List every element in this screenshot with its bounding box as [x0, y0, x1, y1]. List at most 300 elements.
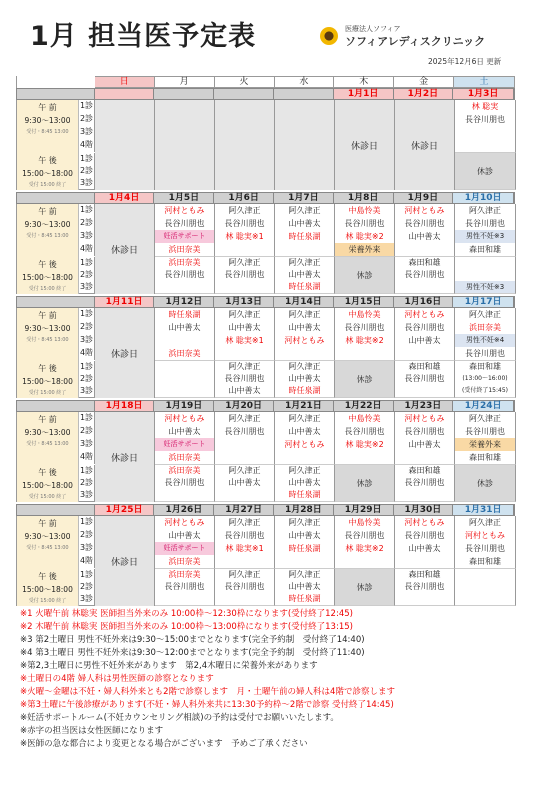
doctor-name: 時任泉湖: [168, 310, 201, 319]
am-block: [395, 308, 455, 361]
am-time: 9:30～13:00: [24, 324, 71, 333]
room-label-pm: 2診: [79, 270, 94, 279]
room-label-pm: 3診: [79, 386, 94, 395]
room-label-am: 4階: [79, 139, 95, 152]
room-label-am: 1診: [79, 204, 95, 217]
doctor-name: 時任泉湖: [288, 386, 321, 395]
date-spacer: [17, 193, 95, 203]
am-block: [455, 204, 516, 257]
closed-day: 休診日: [95, 204, 155, 294]
pm-block: [275, 465, 335, 502]
doctor-name: [455, 581, 515, 593]
doctor-name: [335, 451, 394, 464]
pm-block: [455, 465, 516, 502]
doctor-name: 長谷川朋也: [465, 544, 505, 553]
weekday-2: 火: [215, 76, 275, 88]
pm-block: [455, 569, 516, 606]
date-cell: 1月4日: [95, 193, 155, 203]
am-label: [17, 516, 79, 569]
doctor-name: [215, 451, 274, 464]
date-cell: 1月15日: [334, 297, 394, 307]
am-block: [155, 308, 215, 361]
doctor-name: 長谷川朋也: [404, 323, 445, 332]
doctor-name: 森田和雄: [469, 245, 501, 254]
am-block: [215, 204, 275, 257]
closed-pm: 休診: [356, 582, 373, 592]
doctor-name: [155, 593, 214, 605]
note-line: ※4 第3土曜日 男性不妊外来は9:30～12:00までとなります(完全予約制 受付終了11:40): [20, 648, 365, 658]
pm-block: [155, 257, 215, 294]
closed-pm: 休診: [477, 478, 493, 488]
doctor-name: 山中善太: [288, 582, 321, 591]
am-time: 9:30～13:00: [24, 532, 71, 541]
pm-block: [275, 257, 335, 294]
doctor-name: 林 聡実: [471, 102, 499, 111]
pm-reception: 受付 15:00 終了: [28, 390, 67, 396]
date-cell: 1月13日: [214, 297, 274, 307]
doctor-name: 浜田奈美: [168, 570, 201, 579]
doctor-name: 長谷川朋也: [344, 531, 385, 540]
am-block: [335, 412, 395, 465]
doctor-name: 山中善太: [408, 232, 441, 241]
doctor-name: 長谷川朋也: [164, 478, 205, 487]
doctor-name: (13:00～16:00): [462, 375, 508, 382]
doctor-name: 山中善太: [288, 478, 321, 487]
room-label-am: 1診: [79, 308, 95, 321]
doctor-name: [155, 385, 214, 397]
doctor-name: [155, 373, 214, 385]
room-label-am: 3診: [79, 542, 95, 555]
doctor-name: 阿久津正: [288, 310, 321, 319]
doctor-name: 阿久津正: [469, 518, 501, 527]
closed-pm: 休診: [477, 166, 493, 176]
weekday-3: 水: [275, 76, 335, 88]
doctor-name: 河村ともみ: [164, 414, 205, 423]
date-cell: 1月24日: [453, 401, 514, 411]
week-grid: [16, 308, 515, 398]
pm-reception: 受付 15:00 終了: [28, 494, 67, 500]
date-cell: 1月11日: [95, 297, 155, 307]
pm-block: [455, 361, 516, 398]
weekday-1: 月: [155, 76, 215, 88]
room-label-am: 4階: [79, 243, 95, 256]
date-cell: 1月16日: [394, 297, 454, 307]
am-block: [275, 204, 335, 257]
doctor-name: 長谷川朋也: [164, 270, 205, 279]
date-cell: [214, 89, 274, 99]
doctor-name: 阿久津正: [288, 466, 321, 475]
doctor-name: 栄養外来: [335, 243, 394, 256]
doctor-name: 河村ともみ: [404, 310, 445, 319]
note-line: ※火曜～金曜は不妊・婦人科外来とも2階で診察します 月・土曜午前の婦人科は4階で診察します: [20, 687, 395, 697]
week-5: [16, 504, 515, 606]
doctor-name: [215, 243, 274, 256]
date-cell: 1月2日: [394, 89, 454, 99]
am-block: [155, 204, 215, 257]
doctor-name: [395, 451, 454, 464]
doctor-name: [455, 269, 515, 281]
doctor-name: [155, 281, 214, 293]
doctor-name: [155, 489, 214, 501]
doctor-name: [155, 334, 214, 347]
closed-day: 休診日: [335, 100, 395, 190]
date-cell: 1月23日: [394, 401, 454, 411]
doctor-name: 森田和雄: [408, 258, 441, 267]
doctor-name: 山中善太: [408, 440, 441, 449]
room-label-am: 1診: [79, 100, 95, 113]
pm-block: [395, 257, 455, 294]
doctor-name: 浜田奈美: [168, 258, 201, 267]
doctor-name: [455, 569, 515, 581]
doctor-name: [335, 347, 394, 360]
sunflower-logo-icon: [320, 27, 338, 45]
am-heading: 午 前: [38, 415, 57, 424]
date-cell: 1月25日: [95, 505, 155, 515]
date-spacer: [17, 401, 95, 411]
am-heading: 午 前: [38, 103, 57, 112]
doctor-name: 森田和雄: [469, 362, 501, 371]
note-line: ※3 第2土曜日 男性不妊外来は9:30～15:00までとなります(完全予約制 受付終了14:40): [20, 635, 365, 645]
note-line: ※1 火曜午前 林聡実 医師担当外来のみ 10:00枠～12:30枠になります(受付終了12:45): [20, 609, 353, 619]
blank-cell: [275, 100, 335, 190]
date-cell: [274, 89, 334, 99]
room-label-pm: 3診: [79, 594, 94, 603]
pm-time: 15:00～18:00: [22, 481, 73, 490]
pm-block: [275, 569, 335, 606]
pm-block: [395, 465, 455, 502]
doctor-name: 山中善太: [288, 270, 321, 279]
pm-time: 15:00～18:00: [22, 377, 73, 386]
doctor-name: 阿久津正: [288, 414, 321, 423]
pm-reception: 受付 15:00 終了: [28, 182, 67, 188]
date-cell: [95, 89, 155, 99]
doctor-name: 山中善太: [168, 531, 201, 540]
blank-cell: [155, 100, 215, 190]
doctor-name: 山中善太: [288, 374, 321, 383]
note-line: ※妊活サポートルーム(不妊カウンセリング相談)の予約は受付でお願いいたします。: [20, 713, 339, 723]
pm-block: [155, 361, 215, 398]
doctor-name: 阿久津正: [288, 258, 321, 267]
closed-day: 休診日: [95, 412, 155, 502]
pm-block: [215, 257, 275, 294]
doctor-name: 山中善太: [168, 323, 201, 332]
doctor-name: 林 聡実※2: [345, 544, 384, 553]
note-line: ※土曜日の4階 婦人科は男性医師の診察となります: [20, 674, 214, 684]
doctor-name: 長谷川朋也: [224, 270, 265, 279]
am-time: 9:30～13:00: [24, 428, 71, 437]
pm-reception: 受付 15:00 終了: [28, 286, 67, 292]
week-4: [16, 400, 515, 502]
room-label-pm: 1診: [79, 466, 94, 475]
room-label-pm: 1診: [79, 154, 94, 163]
am-block: [455, 308, 516, 361]
pm-block: [335, 361, 395, 398]
doctor-name: 妊活サポート: [155, 542, 214, 555]
am-block: [215, 516, 275, 569]
date-row: [16, 88, 515, 100]
date-cell: 1月1日: [334, 89, 394, 99]
am-heading: 午 前: [38, 519, 57, 528]
doctor-name: 阿久津正: [469, 310, 501, 319]
doctor-name: [395, 555, 454, 568]
room-label-pm: 1診: [79, 258, 94, 267]
room-label-am: 2診: [79, 321, 95, 334]
doctor-name: 男性不妊※4: [455, 334, 515, 347]
note-line: ※第2,3土曜日に男性不妊外来があります 第2,4木曜日に栄養外来があります: [20, 661, 318, 671]
room-label-pm: 1診: [79, 362, 94, 371]
doctor-name: 河村ともみ: [284, 336, 325, 345]
date-cell: 1月3日: [453, 89, 514, 99]
am-block: [395, 412, 455, 465]
closed-pm: 休診: [356, 270, 373, 280]
pm-block: [155, 465, 215, 502]
doctor-name: 阿久津正: [228, 518, 261, 527]
doctor-name: 山中善太: [228, 478, 261, 487]
page-title: 1月 担当医予定表: [30, 21, 257, 52]
closed-day: 休診日: [95, 308, 155, 398]
doctor-name: [455, 126, 515, 139]
date-cell: 1月5日: [154, 193, 214, 203]
weekday-6: 土: [454, 76, 515, 88]
doctor-name: 中島怜美: [348, 518, 381, 527]
am-reception: 受付・8:45 13:00: [26, 129, 69, 135]
room-label-pm: 2診: [79, 166, 94, 175]
doctor-name: 男性不妊※3: [455, 281, 515, 293]
doctor-name: 長谷川朋也: [344, 427, 385, 436]
room-label-pm: 3診: [79, 490, 94, 499]
am-label: [17, 308, 79, 361]
doctor-name: [215, 593, 274, 605]
doctor-name: 阿久津正: [228, 362, 261, 371]
week-grid: [16, 516, 515, 606]
doctor-name: 山中善太: [228, 386, 261, 395]
room-label-am: 1診: [79, 516, 95, 529]
doctor-name: [395, 593, 454, 605]
weekday-4: 木: [334, 76, 394, 88]
room-label-pm: 2診: [79, 478, 94, 487]
doctor-name: 長谷川朋也: [164, 582, 205, 591]
am-reception: 受付・8:45 13:00: [26, 545, 69, 551]
doctor-name: 山中善太: [168, 427, 201, 436]
doctor-name: 時任泉湖: [288, 594, 321, 603]
room-label-am: 2診: [79, 425, 95, 438]
pm-heading: 午 後: [38, 572, 57, 581]
doctor-name: 森田和雄: [408, 570, 441, 579]
doctor-name: 山中善太: [288, 427, 321, 436]
room-label-pm: 3診: [79, 282, 94, 291]
doctor-name: 長谷川朋也: [465, 349, 505, 358]
clinic-corp: 医療法人ソフィア: [345, 25, 401, 33]
date-cell: 1月28日: [274, 505, 334, 515]
clinic-name: ソフィアレディスクリニック: [345, 35, 486, 48]
date-spacer: [17, 297, 95, 307]
date-row: [16, 400, 515, 412]
pm-label: [17, 569, 79, 606]
doctor-name: 林 聡実※2: [345, 440, 384, 449]
pm-block: [455, 153, 516, 190]
date-cell: 1月12日: [154, 297, 214, 307]
doctor-name: 長谷川朋也: [465, 115, 505, 124]
doctor-name: [455, 257, 515, 269]
doctor-name: [455, 593, 515, 605]
pm-label: [17, 153, 79, 190]
note-line: ※医師の急な都合により変更となる場合がございます 予めご了承ください: [20, 739, 308, 749]
doctor-name: 山中善太: [408, 544, 441, 553]
doctor-name: 山中善太: [288, 531, 321, 540]
pm-heading: 午 後: [38, 260, 57, 269]
am-block: [275, 516, 335, 569]
pm-time: 15:00～18:00: [22, 273, 73, 282]
date-row: [16, 192, 515, 204]
doctor-name: 河村ともみ: [404, 414, 445, 423]
date-spacer: [17, 89, 95, 99]
doctor-name: 時任泉湖: [288, 544, 321, 553]
pm-heading: 午 後: [38, 364, 57, 373]
doctor-name: 河村ともみ: [284, 440, 325, 449]
am-block: [215, 308, 275, 361]
doctor-name: [215, 489, 274, 501]
am-reception: 受付・8:45 13:00: [26, 233, 69, 239]
date-cell: 1月9日: [394, 193, 454, 203]
doctor-name: 林 聡実※1: [225, 544, 264, 553]
notes-list: [20, 608, 540, 751]
am-block: [275, 412, 335, 465]
room-label-am: 4階: [79, 451, 95, 464]
doctor-name: [275, 347, 334, 360]
doctor-name: 長谷川朋也: [344, 323, 385, 332]
doctor-name: [155, 361, 214, 373]
date-cell: 1月21日: [274, 401, 334, 411]
weekday-header: [16, 76, 515, 88]
am-block: [155, 516, 215, 569]
am-heading: 午 前: [38, 311, 57, 320]
week-grid: [16, 100, 515, 190]
am-reception: 受付・8:45 13:00: [26, 441, 69, 447]
doctor-name: [455, 139, 515, 152]
room-label-am: 3診: [79, 334, 95, 347]
date-cell: 1月6日: [214, 193, 274, 203]
doctor-name: 長谷川朋也: [224, 531, 265, 540]
date-cell: [154, 89, 214, 99]
pm-block: [215, 361, 275, 398]
date-row: [16, 296, 515, 308]
blank-cell: [95, 100, 155, 190]
closed-day: 休診日: [395, 100, 455, 190]
doctor-name: 阿久津正: [228, 570, 261, 579]
weekday-0: 日: [95, 76, 155, 88]
doctor-name: 山中善太: [408, 336, 441, 345]
doctor-name: 阿久津正: [288, 570, 321, 579]
doctor-name: 阿久津正: [228, 466, 261, 475]
doctor-name: 中島怜美: [348, 414, 381, 423]
date-cell: 1月18日: [95, 401, 155, 411]
pm-block: [215, 569, 275, 606]
date-cell: 1月20日: [214, 401, 274, 411]
am-time: 9:30～13:00: [24, 116, 71, 125]
doctor-name: 山中善太: [228, 323, 261, 332]
week-3: [16, 296, 515, 398]
room-label-am: 1診: [79, 412, 95, 425]
doctor-name: 浜田奈美: [168, 245, 201, 254]
doctor-name: [215, 347, 274, 360]
room-label-am: 3診: [79, 438, 95, 451]
closed-pm: 休診: [356, 374, 373, 384]
doctor-name: 浜田奈美: [469, 323, 501, 332]
date-cell: 1月27日: [214, 505, 274, 515]
doctor-name: 長谷川朋也: [404, 531, 445, 540]
am-block: [455, 412, 516, 465]
room-label-pm: 3診: [79, 178, 94, 187]
doctor-name: 時任泉湖: [288, 282, 321, 291]
date-row: [16, 504, 515, 516]
date-cell: 1月30日: [394, 505, 454, 515]
doctor-name: 長谷川朋也: [224, 582, 265, 591]
pm-label: [17, 361, 79, 398]
doctor-name: [395, 347, 454, 360]
doctor-name: 河村ともみ: [164, 518, 205, 527]
date-cell: 1月29日: [334, 505, 394, 515]
am-label: [17, 100, 79, 153]
doctor-name: 阿久津正: [469, 414, 501, 423]
doctor-name: 長谷川朋也: [224, 374, 265, 383]
doctor-name: 河村ともみ: [465, 531, 505, 540]
date-cell: 1月17日: [453, 297, 514, 307]
doctor-name: 長谷川朋也: [465, 219, 505, 228]
doctor-name: 中島怜美: [348, 206, 381, 215]
doctor-name: 長谷川朋也: [404, 219, 445, 228]
doctor-name: 林 聡実※1: [225, 232, 264, 241]
date-cell: 1月26日: [154, 505, 214, 515]
room-label-am: 2診: [79, 529, 95, 542]
am-block: [335, 204, 395, 257]
doctor-name: 時任泉湖: [288, 490, 321, 499]
room-label-am: 4階: [79, 347, 95, 360]
week-grid: [16, 412, 515, 502]
pm-block: [335, 569, 395, 606]
doctor-name: 妊活サポート: [155, 438, 214, 451]
doctor-name: 栄養外来: [455, 438, 515, 451]
pm-block: [335, 257, 395, 294]
room-label-pm: 2診: [79, 374, 94, 383]
doctor-name: 阿久津正: [288, 518, 321, 527]
doctor-name: 河村ともみ: [164, 206, 205, 215]
doctor-name: 阿久津正: [288, 362, 321, 371]
room-label-am: 2診: [79, 113, 95, 126]
date-cell: 1月10日: [453, 193, 514, 203]
note-line: ※第3土曜に午後診療があります(不妊・婦人科外来共に13:30予約枠～2階で診察 受付終了14:45): [20, 700, 394, 710]
doctor-name: [275, 451, 334, 464]
doctor-name: 阿久津正: [288, 206, 321, 215]
doctor-name: [215, 555, 274, 568]
doctor-name: 浜田奈美: [168, 466, 201, 475]
doctor-name: 長谷川朋也: [404, 270, 445, 279]
pm-block: [395, 361, 455, 398]
doctor-name: 阿久津正: [228, 310, 261, 319]
pm-heading: 午 後: [38, 468, 57, 477]
am-reception: 受付・8:45 13:00: [26, 337, 69, 343]
am-block: [155, 412, 215, 465]
date-cell: 1月14日: [274, 297, 334, 307]
am-block: [395, 516, 455, 569]
week-grid: [16, 204, 515, 294]
date-cell: 1月7日: [274, 193, 334, 203]
pm-block: [455, 257, 516, 294]
doctor-name: 時任泉湖: [288, 232, 321, 241]
doctor-name: [395, 281, 454, 293]
am-block: [455, 100, 516, 153]
date-spacer: [17, 505, 95, 515]
doctor-name: 山中善太: [288, 219, 321, 228]
